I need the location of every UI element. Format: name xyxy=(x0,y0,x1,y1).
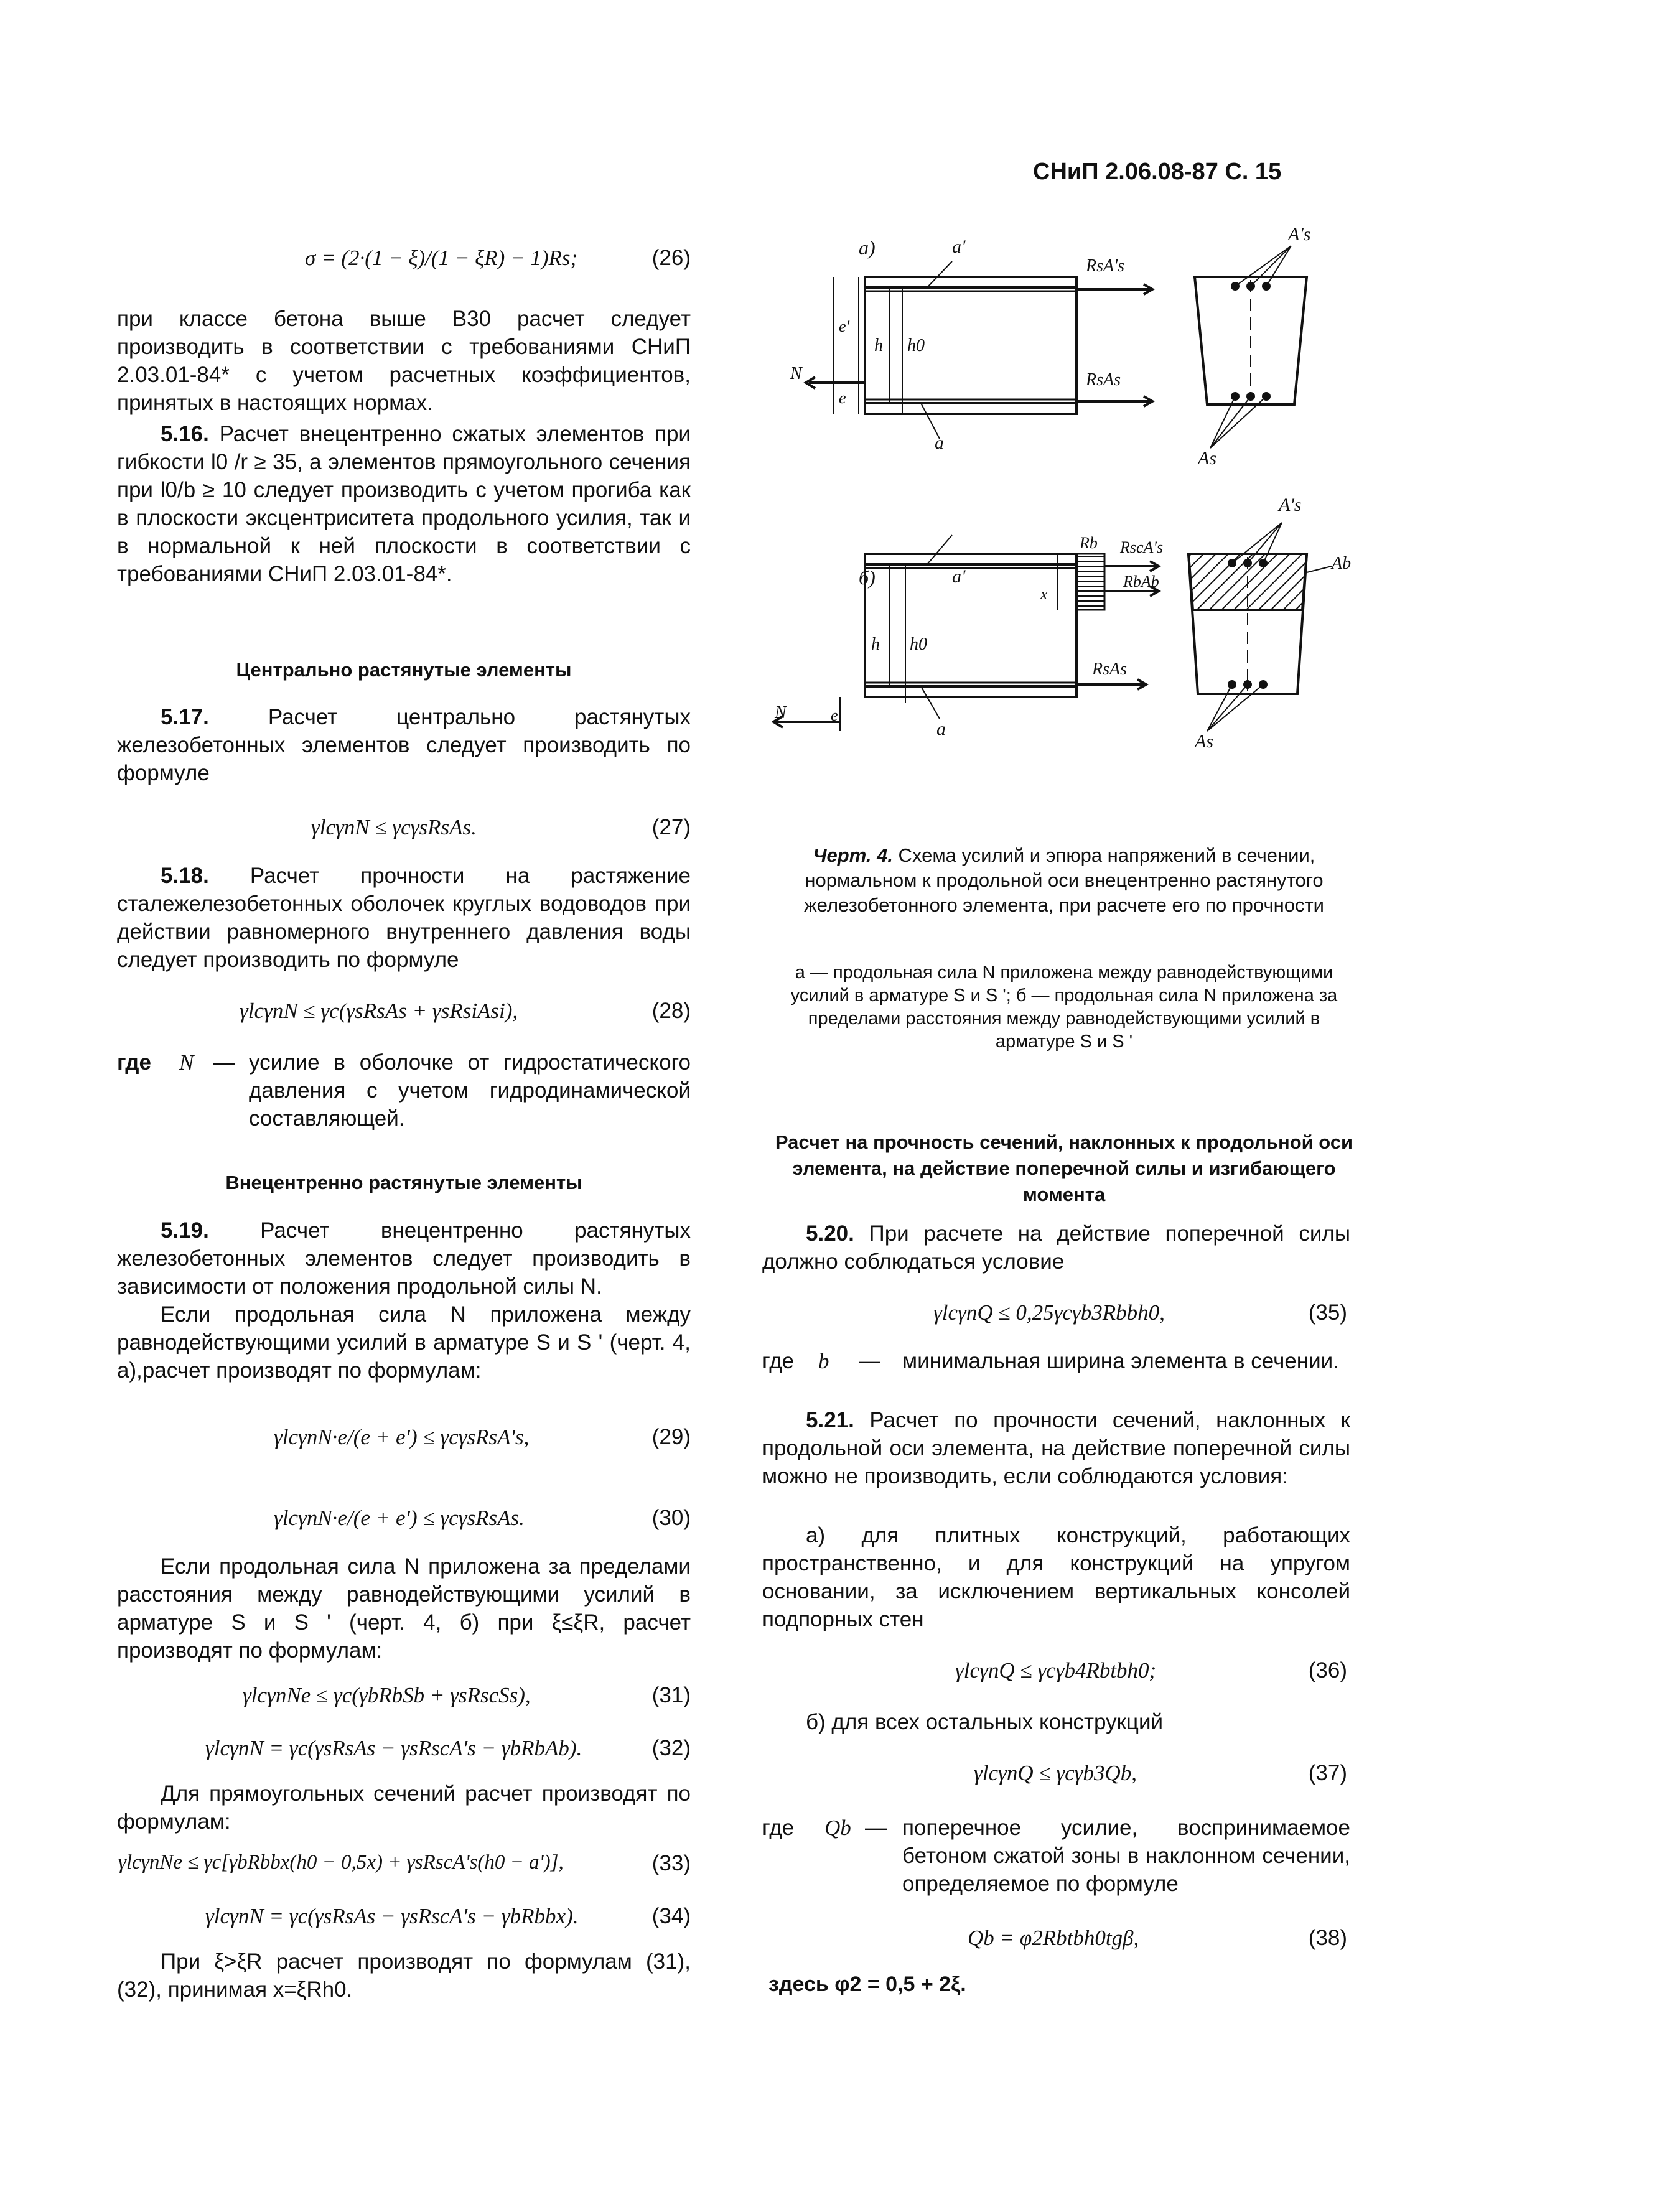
formula-36-number: (36) xyxy=(1308,1658,1347,1682)
where-b-word: где xyxy=(762,1349,795,1373)
figure-4-caption-text: Схема усилий и эпюра напряжений в сечении, нормальном к продольной оси внецентренно растянутого железобетонного элемента, при расчете его по прочности xyxy=(804,844,1324,916)
clause-text-5-20: При расчете на действие поперечной силы должно соблюдаться условие xyxy=(762,1221,1350,1274)
formula-32-number: (32) xyxy=(651,1736,691,1760)
fig-a-label: а) xyxy=(859,236,876,259)
fig-b-ab: Ab xyxy=(1332,554,1352,573)
clause-number-5-17: 5.17. xyxy=(161,705,209,729)
fig-b-h: h xyxy=(871,635,880,654)
fig-b-rscas: RscA's xyxy=(1120,538,1164,556)
fig-a-h0: h0 xyxy=(907,336,925,355)
where-qb-dash: — xyxy=(865,1816,887,1840)
fig-b-rbab: RbAb xyxy=(1123,572,1159,590)
heading-inclined-sections: Расчет на прочность сечений, наклонных к продольной оси элемента, на действие поперечной силы и изгибающего момента xyxy=(775,1131,1353,1205)
fig-a-e-prime: e' xyxy=(839,317,850,335)
paragraph-other-structures: б) для всех остальных конструкций xyxy=(806,1710,1164,1734)
formula-37-number: (37) xyxy=(1308,1761,1347,1785)
formula-38-number: (38) xyxy=(1308,1926,1347,1950)
paragraph-5-17 xyxy=(117,703,691,787)
formula-36: γlcγnQ ≤ γcγb4Rbtbh0; xyxy=(955,1658,1157,1682)
clause-text-5-16: Расчет внецентренно сжатых элементов при гибкости l0 /r ≥ 35, а элементов прямоугольного сечения при l0/b ≥ 10 следует производить с учетом прогиба как в плоскости эксцентриситета продольного усилия, так и в нормальной к ней плоскости в соответствии с требованиями СНиП 2.03.01-84*. xyxy=(117,422,691,586)
fig-b-h0: h0 xyxy=(910,635,927,654)
where-qb-text: поперечное усилие, воспринимаемое бетоном сжатой зоны в наклонном сечении, определяемое по формуле xyxy=(902,1816,1350,1896)
clause-text-5-21: Расчет по прочности сечений, наклонных к продольной оси элемента, на действие поперечной силы можно не производить, если соблюдаются условия: xyxy=(762,1408,1350,1488)
heading-central-tension: Центрально растянутые элементы xyxy=(236,659,572,681)
paragraph-5-16 xyxy=(117,420,691,588)
fig-a-as-top: A's xyxy=(1288,224,1311,245)
where-b-text: минимальная ширина элемента в сечении. xyxy=(902,1349,1339,1373)
fig-a-n: N xyxy=(790,364,802,383)
formula-27-number: (27) xyxy=(651,815,691,839)
formula-31: γlcγnNe ≤ γc(γbRbSb + γsRscSs), xyxy=(243,1683,531,1707)
where-dash: — xyxy=(213,1050,235,1075)
fig-a-rsas-bot: RsAs xyxy=(1086,370,1121,390)
formula-34: γlcγnN = γc(γsRsAs − γsRscA's − γbRbbx). xyxy=(205,1904,579,1928)
paragraph-slab-structures: а) для плитных конструкций, работающих пространственно, и для конструкций на упругом основании, за исключением вертикальных консолей подпорных стен xyxy=(762,1523,1350,1631)
fig-b-a-bot: a xyxy=(936,719,946,739)
clause-number-5-19: 5.19. xyxy=(161,1218,209,1243)
formula-33: γlcγnNe ≤ γc[γbRbbx(h0 − 0,5x) + γsRscA's(h0 − a')], xyxy=(118,1851,564,1874)
where-qb-word: где xyxy=(762,1816,795,1840)
formula-29: γlcγnN·e/(e + e') ≤ γcγsRsA's, xyxy=(274,1425,530,1449)
formula-30: γlcγnN·e/(e + e') ≤ γcγsRsAs. xyxy=(274,1506,525,1530)
paragraph-xi-greater: При ξ>ξR расчет производят по формулам (31), (32), принимая x=ξRh0. xyxy=(117,1949,691,2002)
fig-a-rsas-top: RsA's xyxy=(1086,256,1124,276)
figure-4 xyxy=(772,224,1356,846)
fig-a-h: h xyxy=(874,336,883,355)
formula-38: Qb = φ2Rbtbh0tgβ, xyxy=(968,1926,1139,1950)
paragraph-5-21 xyxy=(762,1406,1350,1490)
fig-b-as-top: A's xyxy=(1279,495,1302,515)
formula-32: γlcγnN = γc(γsRsAs − γsRscA's − γbRbAb). xyxy=(205,1736,582,1760)
clause-text-5-18: Расчет прочности на растяжение сталежелезобетонных оболочек круглых водоводов при действии равномерного внутреннего давления воды следует производить по формуле xyxy=(117,864,691,972)
clause-number-5-20: 5.20. xyxy=(806,1221,854,1246)
formula-34-number: (34) xyxy=(651,1904,691,1928)
paragraph-rectangular: Для прямоугольных сечений расчет производят по формулам: xyxy=(117,1781,691,1834)
fig-a-as-bot: As xyxy=(1198,448,1216,469)
figure-4-caption xyxy=(772,843,1356,918)
fig-a-a-bot: a xyxy=(935,432,944,453)
formula-29-number: (29) xyxy=(651,1425,691,1449)
formula-37: γlcγnQ ≤ γcγb3Qb, xyxy=(974,1761,1137,1785)
where-qb-symbol: Qb xyxy=(824,1816,851,1840)
heading-eccentric-tension: Внецентренно растянутые элементы xyxy=(225,1172,582,1193)
fig-b-rsas-bot: RsAs xyxy=(1092,660,1127,679)
formula-26-number: (26) xyxy=(651,246,691,270)
where-b-dash: — xyxy=(859,1349,880,1373)
where-n-text: усилие в оболочке от гидростатического давления с учетом гидродинамической составляющей. xyxy=(249,1050,691,1131)
fig-b-x: x xyxy=(1040,585,1048,603)
fig-b-as-bot: As xyxy=(1195,731,1213,752)
clause-number-5-18: 5.18. xyxy=(161,864,209,888)
fig-a-e: e xyxy=(839,389,846,407)
formula-26: σ = (2·(1 − ξ)/(1 − ξR) − 1)Rs; xyxy=(305,246,578,270)
formula-31-number: (31) xyxy=(651,1683,691,1707)
figure-4-drawing xyxy=(772,224,1356,846)
formula-35: γlcγnQ ≤ 0,25γcγb3Rbbh0, xyxy=(933,1300,1165,1325)
fig-b-n: N xyxy=(775,703,787,722)
fig-b-a-top: a' xyxy=(952,566,966,587)
clause-number-5-21: 5.21. xyxy=(806,1408,854,1432)
where-word: где xyxy=(117,1050,151,1075)
formula-28-number: (28) xyxy=(651,999,691,1023)
formula-30-number: (30) xyxy=(651,1506,691,1530)
clause-number-5-16: 5.16. xyxy=(161,422,209,446)
formula-33-number: (33) xyxy=(651,1851,691,1875)
diagram-b xyxy=(773,523,1332,731)
fig-b-e: e xyxy=(831,706,838,724)
paragraph-5-18 xyxy=(117,862,691,974)
phi2-definition: здесь φ2 = 0,5 + 2ξ. xyxy=(768,1972,966,1996)
figure-4-caption-title: Черт. 4. xyxy=(813,844,893,866)
where-b-symbol: b xyxy=(818,1349,829,1373)
figure-4-legend: а — продольная сила N приложена между равнодействующими усилий в арматуре S и S '; б — продольная сила N приложена за пределами расстояния между равнодействующими усилий в арматуре S и S ' xyxy=(790,963,1338,1052)
paragraph-force-outside: Если продольная сила N приложена за пределами расстояния между равнодействующими усилий в арматуре S и S ' (черт. 4, б) при ξ≤ξR, расчет производят по формулам: xyxy=(117,1554,691,1663)
formula-35-number: (35) xyxy=(1308,1300,1347,1325)
fig-b-rb: Rb xyxy=(1080,534,1098,552)
fig-a-a-top: a' xyxy=(952,236,966,257)
fig-b-label: б) xyxy=(859,566,876,589)
formula-27: γlcγnN ≤ γcγsRsAs. xyxy=(311,815,477,839)
clause-text-5-19: Расчет внецентренно растянутых железобетонных элементов следует производить в зависимости от положения продольной силы N. xyxy=(117,1218,691,1299)
paragraph-force-between: Если продольная сила N приложена между равнодействующими усилий в арматуре S и S ' (черт. 4, а),расчет производят по формулам: xyxy=(117,1302,691,1383)
page-header: СНиП 2.06.08-87 С. 15 xyxy=(1033,159,1282,185)
where-symbol-n: N xyxy=(179,1050,194,1075)
paragraph-5-20 xyxy=(762,1220,1350,1276)
clause-text-5-17: Расчет центрально растянутых железобетонных элементов следует производить по формуле xyxy=(117,705,691,785)
paragraph-5-19 xyxy=(117,1216,691,1300)
formula-28: γlcγnN ≤ γc(γsRsAs + γsRsiAsi), xyxy=(240,999,518,1023)
paragraph-class-b30: при классе бетона выше В30 расчет следует производить в соответствии с требованиями СНиП 2.03.01-84* с учетом расчетных коэффициентов, принятых в настоящих нормах. xyxy=(117,307,691,415)
